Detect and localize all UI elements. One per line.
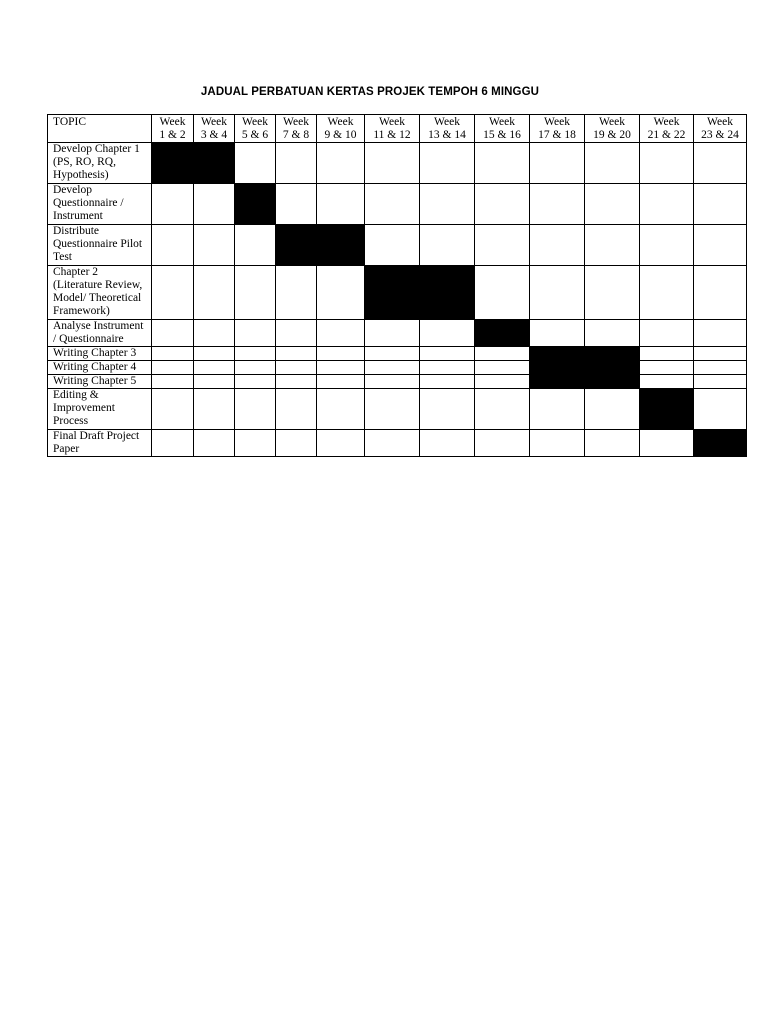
scheduled-cell bbox=[152, 143, 194, 184]
table-row bbox=[48, 389, 747, 430]
topic-line: Final Draft Project bbox=[53, 430, 140, 442]
empty-cell bbox=[365, 347, 420, 361]
empty-cell bbox=[194, 389, 235, 430]
scheduled-cell bbox=[365, 266, 420, 320]
empty-cell bbox=[694, 225, 747, 266]
week-header-range: 21 & 22 bbox=[647, 129, 686, 141]
empty-cell bbox=[640, 320, 694, 347]
week-header-label: Week bbox=[242, 116, 268, 128]
topic-line: Develop Chapter 1 bbox=[53, 143, 140, 155]
week-header bbox=[152, 115, 194, 143]
topic-line: Analyse Instrument bbox=[53, 320, 144, 332]
empty-cell bbox=[640, 143, 694, 184]
empty-cell bbox=[276, 375, 317, 389]
empty-cell bbox=[420, 389, 475, 430]
table-row bbox=[48, 266, 747, 320]
empty-cell bbox=[475, 389, 530, 430]
empty-cell bbox=[694, 143, 747, 184]
empty-cell bbox=[420, 430, 475, 457]
header-row bbox=[48, 115, 747, 143]
topic-line: Writing Chapter 4 bbox=[53, 361, 137, 373]
schedule-table bbox=[47, 114, 747, 457]
table-row bbox=[48, 143, 747, 184]
empty-cell bbox=[475, 225, 530, 266]
empty-cell bbox=[365, 225, 420, 266]
empty-cell bbox=[420, 320, 475, 347]
empty-cell bbox=[152, 225, 194, 266]
topic-line: Model/ Theoretical bbox=[53, 292, 142, 304]
topic-line: / Questionnaire bbox=[53, 333, 124, 345]
table-row bbox=[48, 361, 747, 375]
topic-line: Editing & bbox=[53, 389, 99, 401]
topic-line: Writing Chapter 3 bbox=[53, 347, 137, 359]
week-header-range: 19 & 20 bbox=[593, 129, 631, 141]
empty-cell bbox=[194, 266, 235, 320]
week-header-label: Week bbox=[599, 116, 625, 128]
week-header bbox=[475, 115, 530, 143]
empty-cell bbox=[475, 430, 530, 457]
empty-cell bbox=[194, 430, 235, 457]
empty-cell bbox=[235, 389, 276, 430]
empty-cell bbox=[475, 143, 530, 184]
empty-cell bbox=[475, 184, 530, 225]
topic-cell bbox=[48, 389, 152, 430]
empty-cell bbox=[194, 375, 235, 389]
empty-cell bbox=[640, 430, 694, 457]
table-row bbox=[48, 225, 747, 266]
scheduled-cell bbox=[194, 143, 235, 184]
topic-cell bbox=[48, 266, 152, 320]
week-header-label: Week bbox=[159, 116, 186, 128]
empty-cell bbox=[585, 320, 640, 347]
week-header-label: Week bbox=[283, 116, 309, 128]
empty-cell bbox=[640, 361, 694, 375]
table-body bbox=[48, 143, 747, 457]
page-title: JADUAL PERBATUAN KERTAS PROJEK TEMPOH 6 MINGGU bbox=[200, 86, 540, 98]
empty-cell bbox=[152, 375, 194, 389]
week-header-label: Week bbox=[653, 116, 680, 128]
empty-cell bbox=[317, 184, 365, 225]
scheduled-cell bbox=[585, 375, 640, 389]
empty-cell bbox=[317, 430, 365, 457]
empty-cell bbox=[585, 184, 640, 225]
topic-cell bbox=[48, 361, 152, 375]
empty-cell bbox=[694, 389, 747, 430]
empty-cell bbox=[585, 143, 640, 184]
topic-cell bbox=[48, 184, 152, 225]
empty-cell bbox=[365, 184, 420, 225]
empty-cell bbox=[530, 143, 585, 184]
empty-cell bbox=[235, 375, 276, 389]
topic-cell bbox=[48, 143, 152, 184]
topic-line: Improvement bbox=[53, 402, 115, 414]
empty-cell bbox=[276, 320, 317, 347]
empty-cell bbox=[694, 347, 747, 361]
scheduled-cell bbox=[317, 225, 365, 266]
week-header-range: 7 & 8 bbox=[282, 129, 310, 141]
empty-cell bbox=[420, 375, 475, 389]
empty-cell bbox=[194, 361, 235, 375]
table-row bbox=[48, 375, 747, 389]
empty-cell bbox=[420, 143, 475, 184]
empty-cell bbox=[194, 320, 235, 347]
topic-line: Writing Chapter 5 bbox=[53, 375, 137, 387]
empty-cell bbox=[475, 347, 530, 361]
empty-cell bbox=[317, 266, 365, 320]
empty-cell bbox=[235, 143, 276, 184]
empty-cell bbox=[152, 184, 194, 225]
scheduled-cell bbox=[694, 430, 747, 457]
empty-cell bbox=[365, 389, 420, 430]
topic-line: Develop bbox=[53, 184, 92, 196]
week-header-label: Week bbox=[201, 116, 227, 128]
empty-cell bbox=[530, 430, 585, 457]
empty-cell bbox=[152, 320, 194, 347]
empty-cell bbox=[694, 375, 747, 389]
empty-cell bbox=[640, 375, 694, 389]
empty-cell bbox=[640, 225, 694, 266]
week-header-range: 15 & 16 bbox=[483, 129, 521, 141]
empty-cell bbox=[475, 266, 530, 320]
week-header-range: 5 & 6 bbox=[241, 129, 269, 141]
empty-cell bbox=[276, 184, 317, 225]
empty-cell bbox=[420, 361, 475, 375]
week-header-range: 9 & 10 bbox=[324, 129, 357, 141]
empty-cell bbox=[276, 347, 317, 361]
scheduled-cell bbox=[235, 184, 276, 225]
empty-cell bbox=[585, 430, 640, 457]
week-header-range: 1 & 2 bbox=[159, 129, 186, 141]
scheduled-cell bbox=[585, 347, 640, 361]
empty-cell bbox=[694, 361, 747, 375]
empty-cell bbox=[317, 143, 365, 184]
empty-cell bbox=[235, 361, 276, 375]
week-header-range: 11 & 12 bbox=[373, 129, 411, 141]
empty-cell bbox=[530, 389, 585, 430]
table-row bbox=[48, 430, 747, 457]
week-header-range: 23 & 24 bbox=[701, 129, 739, 141]
week-header bbox=[317, 115, 365, 143]
empty-cell bbox=[235, 225, 276, 266]
topic-line: (Literature Review, bbox=[53, 279, 143, 291]
empty-cell bbox=[152, 361, 194, 375]
topic-line: Chapter 2 bbox=[53, 266, 99, 278]
empty-cell bbox=[530, 225, 585, 266]
empty-cell bbox=[276, 389, 317, 430]
topic-line: Instrument bbox=[53, 210, 103, 222]
table-row bbox=[48, 347, 747, 361]
empty-cell bbox=[152, 430, 194, 457]
week-header bbox=[694, 115, 747, 143]
empty-cell bbox=[365, 320, 420, 347]
scheduled-cell bbox=[276, 225, 317, 266]
scheduled-cell bbox=[475, 320, 530, 347]
topic-line: Hypothesis) bbox=[53, 169, 109, 181]
empty-cell bbox=[194, 347, 235, 361]
empty-cell bbox=[317, 361, 365, 375]
empty-cell bbox=[420, 184, 475, 225]
topic-cell bbox=[48, 430, 152, 457]
empty-cell bbox=[276, 266, 317, 320]
table-row bbox=[48, 320, 747, 347]
scheduled-cell bbox=[530, 347, 585, 361]
week-header bbox=[365, 115, 420, 143]
empty-cell bbox=[530, 320, 585, 347]
empty-cell bbox=[152, 347, 194, 361]
empty-cell bbox=[276, 361, 317, 375]
week-header-label: Week bbox=[434, 116, 460, 128]
scheduled-cell bbox=[640, 389, 694, 430]
week-header-label: Week bbox=[489, 116, 515, 128]
empty-cell bbox=[365, 143, 420, 184]
week-header bbox=[530, 115, 585, 143]
empty-cell bbox=[152, 389, 194, 430]
empty-cell bbox=[420, 347, 475, 361]
empty-cell bbox=[152, 266, 194, 320]
empty-cell bbox=[475, 375, 530, 389]
scheduled-cell bbox=[420, 266, 475, 320]
topic-line: Questionnaire / bbox=[53, 197, 124, 209]
empty-cell bbox=[317, 389, 365, 430]
topic-line: Distribute bbox=[53, 225, 99, 237]
empty-cell bbox=[530, 266, 585, 320]
topic-line: Framework) bbox=[53, 305, 110, 317]
week-header bbox=[276, 115, 317, 143]
topic-cell bbox=[48, 320, 152, 347]
week-header-range: 17 & 18 bbox=[538, 129, 576, 141]
empty-cell bbox=[530, 184, 585, 225]
topic-line: (PS, RO, RQ, bbox=[53, 156, 116, 168]
empty-cell bbox=[475, 361, 530, 375]
week-header bbox=[420, 115, 475, 143]
empty-cell bbox=[276, 143, 317, 184]
week-header-range: 3 & 4 bbox=[200, 129, 228, 141]
week-header-label: Week bbox=[707, 116, 733, 128]
scheduled-cell bbox=[530, 375, 585, 389]
table-row bbox=[48, 184, 747, 225]
empty-cell bbox=[235, 320, 276, 347]
topic-cell bbox=[48, 225, 152, 266]
topic-line: Process bbox=[53, 415, 89, 427]
week-header-range: 13 & 14 bbox=[428, 129, 466, 141]
empty-cell bbox=[235, 430, 276, 457]
topic-header: TOPIC bbox=[48, 115, 152, 143]
empty-cell bbox=[235, 347, 276, 361]
topic-cell bbox=[48, 375, 152, 389]
empty-cell bbox=[640, 266, 694, 320]
empty-cell bbox=[317, 347, 365, 361]
scheduled-cell bbox=[530, 361, 585, 375]
empty-cell bbox=[365, 375, 420, 389]
empty-cell bbox=[365, 361, 420, 375]
empty-cell bbox=[365, 430, 420, 457]
topic-line: Test bbox=[53, 251, 72, 263]
topic-line: Questionnaire Pilot bbox=[53, 238, 143, 250]
week-header bbox=[640, 115, 694, 143]
empty-cell bbox=[694, 320, 747, 347]
empty-cell bbox=[194, 225, 235, 266]
week-header-label: Week bbox=[327, 116, 354, 128]
empty-cell bbox=[317, 320, 365, 347]
empty-cell bbox=[694, 184, 747, 225]
week-header bbox=[585, 115, 640, 143]
scheduled-cell bbox=[585, 361, 640, 375]
empty-cell bbox=[194, 184, 235, 225]
empty-cell bbox=[585, 225, 640, 266]
empty-cell bbox=[235, 266, 276, 320]
empty-cell bbox=[585, 266, 640, 320]
empty-cell bbox=[694, 266, 747, 320]
week-header bbox=[194, 115, 235, 143]
topic-line: Paper bbox=[53, 443, 80, 455]
week-header-label: Week bbox=[379, 116, 405, 128]
empty-cell bbox=[640, 347, 694, 361]
empty-cell bbox=[420, 225, 475, 266]
week-header-label: Week bbox=[544, 116, 570, 128]
empty-cell bbox=[317, 375, 365, 389]
topic-cell bbox=[48, 347, 152, 361]
empty-cell bbox=[640, 184, 694, 225]
empty-cell bbox=[585, 389, 640, 430]
empty-cell bbox=[276, 430, 317, 457]
week-header bbox=[235, 115, 276, 143]
